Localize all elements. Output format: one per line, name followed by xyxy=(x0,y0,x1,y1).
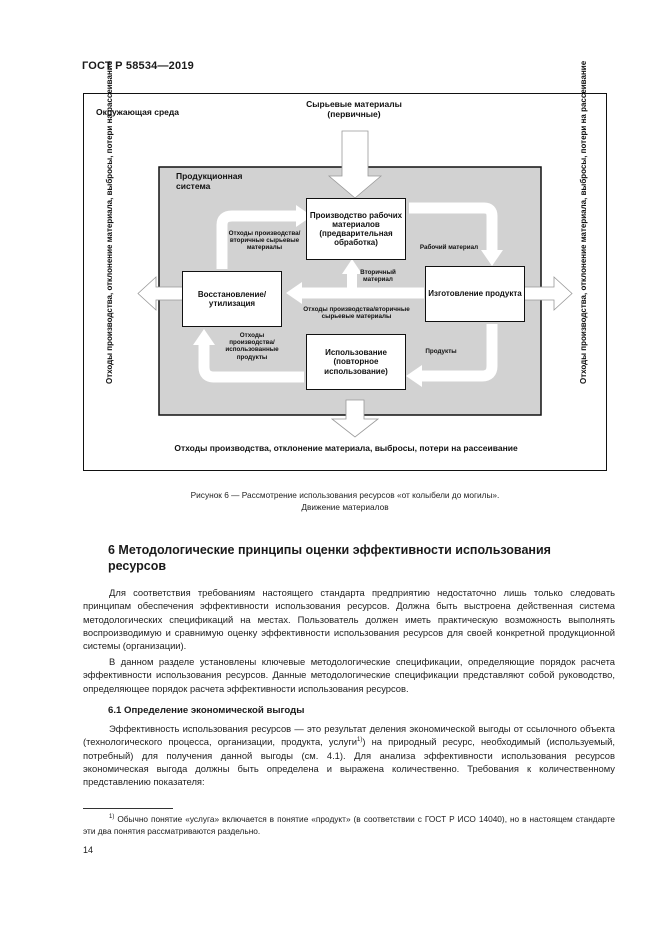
working-material-label: Рабочий материал xyxy=(419,244,479,251)
section-6-paragraph-1 xyxy=(83,586,615,653)
page-number: 14 xyxy=(83,845,94,855)
manufacturing-box: Изготовление продукта xyxy=(425,266,525,322)
standard-header: ГОСТ Р 58534—2019 xyxy=(82,60,194,72)
section-6-1-paragraph xyxy=(83,722,615,789)
figure-caption-line2: Движение материалов xyxy=(301,502,389,512)
left-side-waste-label: Отходы производства, отклонение материала, выбросы, потери на рассеивание xyxy=(105,60,114,384)
use-box: Использование (повторное использование) xyxy=(306,334,406,390)
figure-caption-line1: Рисунок 6 — Рассмотрение использования ресурсов «от колыбели до могилы». xyxy=(190,490,500,500)
footnote-marker: 1) xyxy=(109,814,115,820)
section-6-1-title: 6.1 Определение экономической выгоды xyxy=(108,705,305,716)
section-6-paragraph-2-text: В данном разделе установлены ключевые методологические спецификации, определяющие порядок расчета эффективности использования ресурсов. Данные методологические спецификации представляют собой руководство, определяющее порядок расчета эффективности использования ресурсов. xyxy=(83,656,615,694)
raw-materials-label: Сырьевые материалы (первичные) xyxy=(306,99,402,119)
section-6-paragraph-1-text: Для соответствия требованиям настоящего стандарта предприятию недостаточно лишь только следовать принципам обеспечения эффективности использования ресурсов. Должна быть выстроена действенная система методологических спецификаций на местах. Пользователь должен иметь практическую возможность выполнять воспроизводимую и сравнимую оценку эффективности использования ресурсов для своей конкретной продукционной системы (организации). xyxy=(83,587,615,652)
waste-secondary-mid-label: Отходы производства/вторичные сырьевые материалы xyxy=(303,306,410,321)
production-system-label: Продукционная система xyxy=(176,171,243,191)
waste-secondary-top-label: Отходы производства/ вторичные сырьевые материалы xyxy=(228,230,301,252)
waste-used-products-label: Отходы производства/ использованные продукты xyxy=(225,332,279,361)
section-6-1-text-part2: ) на природный ресурс, необходимый (используемый, потребный) для получения данной выгоды (см. 4.1). Для анализа эффективности использования ресурсов экономическая выгода должны быть определена и выражена количественно. Требования к количественному представлению показателя: xyxy=(83,736,615,788)
section-6-title: 6 Методологические принципы оценки эффективности использования ресурсов xyxy=(108,543,551,574)
recovery-box: Восстановление/ утилизация xyxy=(182,271,282,327)
preprocessing-box: Производство рабочих материалов (предварительная обработка) xyxy=(306,198,406,260)
footnote xyxy=(83,813,615,837)
footnote-reference: 1) xyxy=(356,737,363,744)
footnote-text: Обычно понятие «услуга» включается в понятие «продукт» (в соответствии с ГОСТ Р ИСО 14040), но в настоящем стандарте эти два понятия рассматриваются раздельно. xyxy=(83,814,615,837)
section-6-paragraph-2 xyxy=(83,655,615,695)
section-6-1-text-part1: Эффективность использования ресурсов — это результат деления экономической выгоды от ссылочного объекта (технологического процесса, организации, продукта, услуги xyxy=(83,723,615,748)
secondary-material-label: Вторичный материал xyxy=(360,269,396,284)
bottom-waste-label: Отходы производства, отклонение материала, выбросы, потери на рассеивание xyxy=(174,443,518,453)
environment-label: Окружающая среда xyxy=(96,107,179,117)
products-label: Продукты xyxy=(425,348,457,355)
footnote-separator xyxy=(83,808,173,809)
right-side-waste-label: Отходы производства, отклонение материала, выбросы, потери на рассеивание xyxy=(579,60,588,384)
